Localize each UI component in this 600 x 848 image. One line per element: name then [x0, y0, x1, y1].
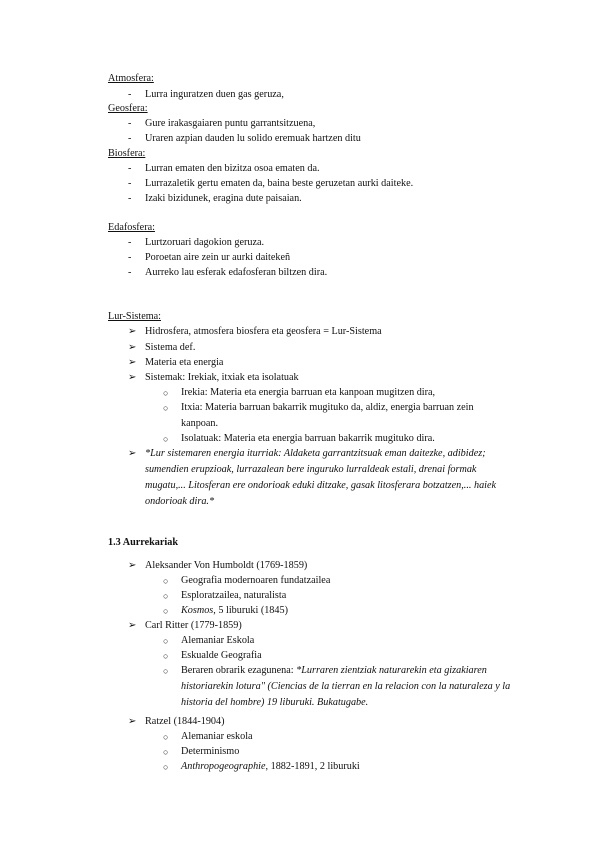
- anthro-details: , 1882-1891, 2 liburuki: [265, 761, 360, 772]
- circle-bullet-icon: ○: [163, 606, 169, 616]
- edafosfera-item: Lurtzoruari dagokion geruza.: [145, 237, 265, 248]
- geosfera-item: Uraren azpian dauden lu solido eremuak hartzen ditu: [145, 133, 361, 144]
- dash-icon: -: [128, 267, 132, 278]
- dash-icon: -: [128, 163, 132, 174]
- ratzel-item: Determinismo: [181, 746, 240, 757]
- circle-bullet-icon: ○: [163, 747, 169, 757]
- arrow-bullet-icon: ➢: [128, 326, 137, 337]
- circle-bullet-icon: ○: [163, 651, 169, 661]
- circle-bullet-icon: ○: [163, 388, 169, 398]
- edafosfera-heading: Edafosfera:: [108, 222, 155, 233]
- arrow-bullet-icon: ➢: [128, 342, 137, 353]
- sistema-type: Itxia: Materia barruan bakarrik mugituko da, aldiz, energia barruan zein kanpoan.: [181, 402, 474, 429]
- circle-bullet-icon: ○: [163, 576, 169, 586]
- dash-icon: -: [128, 89, 132, 100]
- ratzel-name: Ratzel (1844-1904): [145, 716, 225, 727]
- ratzel-item: Alemaniar eskola: [181, 731, 253, 742]
- humboldt-name: Aleksander Von Humboldt (1769-1859): [145, 560, 308, 571]
- section-title: 1.3 Aurrekariak: [108, 537, 178, 548]
- dash-icon: -: [128, 193, 132, 204]
- circle-bullet-icon: ○: [163, 666, 169, 676]
- atmosfera-heading: Atmosfera:: [108, 73, 154, 84]
- ritter-item: Alemaniar Eskola: [181, 635, 255, 646]
- dash-icon: -: [128, 118, 132, 129]
- circle-bullet-icon: ○: [163, 732, 169, 742]
- anthro-title: Anthropogeographie: [181, 761, 266, 772]
- edafosfera-item: Aurreko lau esferak edafosferan biltzen dira.: [145, 267, 328, 278]
- sistema-type: Isolatuak: Materia eta energia barruan bakarrik mugituko dira.: [181, 433, 435, 444]
- energia-note: *Lur sistemaren energia iturriak: Aldaketa garrantzitsuak eman daitezke, adibidez; sumendien erupzioak, lurrazalean bere inguruko lurraldeak estali, drenai formak mugatu,... Litosferan ere ondorioak eduki ditzake, gasak litosferara botzatzen,... haiek ondorioak dira.*: [145, 448, 497, 507]
- biosfera-item: Lurrazaletik gertu ematen da, baina beste geruzetan aurki daiteke.: [145, 178, 414, 189]
- kosmos-title: Kosmos: [181, 605, 214, 616]
- lursistema-item: Sistema def.: [145, 342, 196, 353]
- dash-icon: -: [128, 178, 132, 189]
- biosfera-item: Lurran ematen den bizitza osoa ematen da.: [145, 163, 320, 174]
- circle-bullet-icon: ○: [163, 434, 169, 444]
- dash-icon: -: [128, 237, 132, 248]
- arrow-bullet-icon: ➢: [128, 357, 137, 368]
- biosfera-item: Izaki bizidunek, eragina dute paisaian.: [145, 193, 302, 204]
- geosfera-item: Gure irakasgaiaren puntu garrantsitzuena,: [145, 118, 316, 129]
- circle-bullet-icon: ○: [163, 762, 169, 772]
- humboldt-item: Geografia modernoaren fundatzailea: [181, 575, 331, 586]
- ritter-obra: [181, 663, 516, 711]
- sistema-type: Irekia: Materia eta energia barruan eta kanpoan mugitzen dira,: [181, 387, 436, 398]
- lursistema-item: Materia eta energia: [145, 357, 224, 368]
- circle-bullet-icon: ○: [163, 636, 169, 646]
- arrow-bullet-icon: ➢: [128, 716, 137, 727]
- ritter-name: Carl Ritter (1779-1859): [145, 620, 242, 631]
- edafosfera-item: Poroetan aire zein ur aurki daitekeñ: [145, 252, 291, 263]
- humboldt-kosmos: [181, 603, 511, 619]
- lursistema-item: Hidrosfera, atmosfera biosfera eta geosfera = Lur-Sistema: [145, 326, 382, 337]
- lursistema-item: Sistemak: Irekiak, itxiak eta isolatuak: [145, 372, 299, 383]
- dash-icon: -: [128, 133, 132, 144]
- arrow-bullet-icon: ➢: [128, 372, 137, 383]
- circle-bullet-icon: ○: [163, 591, 169, 601]
- dash-icon: -: [128, 252, 132, 263]
- kosmos-details: , 5 liburuki (1845): [213, 605, 288, 616]
- ritter-obra-text: *Lurraren zientziak naturarekin eta gizakiaren historiarekin lotura" (Ciencias de la tierran en la relacion con la naturaleza y la historia del hombre) 19 liburuki. Bukatugabe.: [181, 665, 511, 708]
- circle-bullet-icon: ○: [163, 403, 169, 413]
- arrow-bullet-icon: ➢: [128, 620, 137, 631]
- arrow-bullet-icon: ➢: [128, 448, 137, 459]
- atmosfera-item: Lurra inguratzen duen gas geruza,: [145, 89, 284, 100]
- ritter-item: Eskualde Geografia: [181, 650, 262, 661]
- ritter-obra-label: Beraren obrarik ezagunena:: [181, 665, 297, 676]
- lursistema-heading: Lur-Sistema:: [108, 311, 161, 322]
- geosfera-heading: Geosfera:: [108, 103, 148, 114]
- humboldt-item: Esploratzailea, naturalista: [181, 590, 287, 601]
- ratzel-anthro: [181, 759, 511, 775]
- biosfera-heading: Biosfera:: [108, 148, 146, 159]
- arrow-bullet-icon: ➢: [128, 560, 137, 571]
